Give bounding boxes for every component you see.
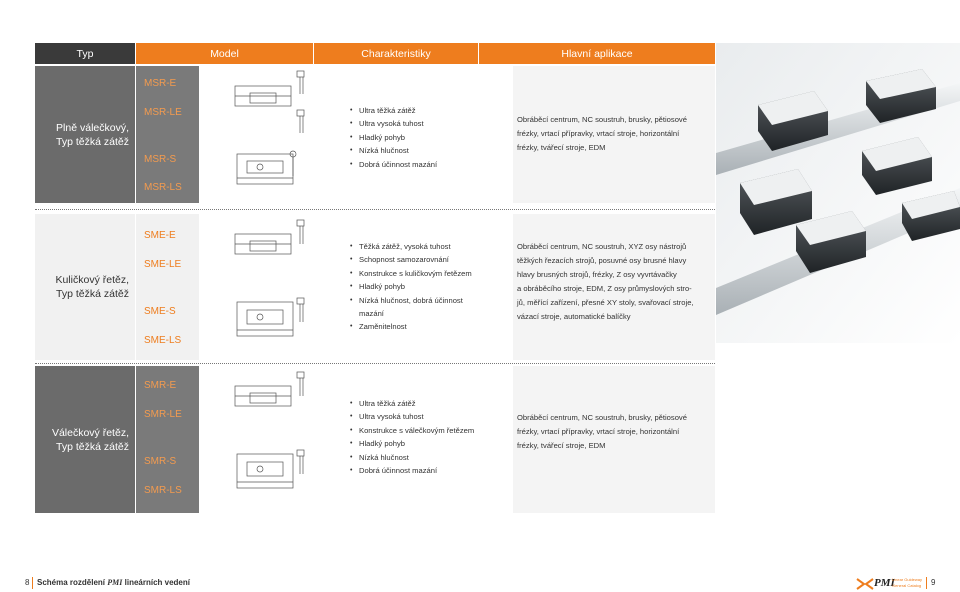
- pmi-logo-text: PMI: [874, 577, 895, 589]
- type-line: Kuličkový řetěz,: [55, 274, 129, 286]
- footer-title-suffix: lineárních vedení: [124, 578, 190, 587]
- characteristic-item: mazání: [359, 309, 384, 319]
- model-label: SME-E: [144, 230, 176, 241]
- header-characteristics: Charakteristiky: [314, 43, 478, 64]
- characteristic-item: • Dobrá účinnost mazání: [348, 158, 512, 171]
- type-cell: [35, 214, 135, 360]
- application-line: frézky, vrtací přípravky, vrtací stroje, horizontální: [517, 129, 680, 138]
- characteristics-list: [348, 240, 512, 334]
- footer-divider: [926, 577, 927, 589]
- application-line: vázací stroje, automatické balíčky: [517, 312, 631, 321]
- characteristics-list: [348, 104, 512, 171]
- characteristic-item: • Nízká hlučnost: [348, 144, 512, 157]
- characteristic-item: • Ultra těžká zátěž: [348, 104, 512, 117]
- footer-title-brand: PMI: [107, 578, 123, 587]
- type-line: Typ těžká zátěž: [56, 440, 129, 453]
- applications-cell: [513, 66, 715, 203]
- model-cell: [136, 66, 199, 203]
- characteristic-item: • Nízká hlučnost, dobrá účinnost: [348, 294, 512, 307]
- model-label: SME-LS: [144, 335, 182, 346]
- model-label: MSR-E: [144, 78, 177, 89]
- page-number-left: 8: [25, 578, 30, 587]
- characteristic-item: • Ultra vysoká tuhost: [348, 410, 512, 423]
- application-line: Obráběcí centrum, NC soustruh, brusky, pětiosové: [517, 413, 687, 422]
- drawing-cell: [200, 66, 348, 203]
- model-label: SME-S: [144, 306, 176, 317]
- application-line: těžkých řezacích strojů, posuvné osy brusné hlavy: [517, 256, 687, 265]
- characteristic-item: • Konstrukce s válečkovým řetězem: [348, 424, 512, 437]
- linear-guide-side-view-icon: [237, 454, 293, 488]
- application-line: hlavy brusných strojů, frézky, Z osy vyvrtávačky: [517, 270, 677, 279]
- characteristic-item: • Hladký pohyb: [348, 280, 512, 293]
- applications-cell: [513, 214, 715, 360]
- header-model: Model: [136, 43, 313, 64]
- characteristics-cell: [348, 66, 512, 203]
- applications-cell: [513, 366, 715, 513]
- header-applications: Hlavní aplikace: [479, 43, 715, 64]
- bolt-icon: [297, 372, 304, 474]
- model-label: SMR-LE: [144, 409, 182, 420]
- application-line: frézky, tvářecí stroje, EDM: [517, 143, 606, 152]
- footer-title-prefix: Schéma rozdělení: [37, 578, 106, 587]
- characteristics-cell: [348, 366, 512, 513]
- footer-title: [37, 578, 190, 587]
- application-line: frézky, vrtací přípravky, vrtací stroje, horizontální: [517, 427, 680, 436]
- characteristic-item: • Konstrukce s kuličkovým řetězem: [348, 267, 512, 280]
- model-cell: [136, 214, 199, 360]
- model-cell: [136, 366, 199, 513]
- linear-guide-front-view-icon: [235, 234, 291, 254]
- model-label: MSR-S: [144, 154, 177, 165]
- bolt-icon: [297, 220, 304, 322]
- model-label: SME-LE: [144, 259, 182, 270]
- characteristic-item: • Nízká hlučnost: [348, 451, 512, 464]
- pmi-logo-icon: [856, 577, 926, 591]
- characteristic-item: • Zaměnitelnost: [348, 320, 512, 333]
- section-smr: [35, 366, 715, 513]
- model-label: SMR-LS: [144, 485, 182, 496]
- drawing-cell: [200, 214, 348, 360]
- type-line: Plně válečkový,: [56, 121, 129, 134]
- model-label: SMR-E: [144, 380, 177, 391]
- page-number-right: 9: [931, 578, 936, 587]
- application-line: Obráběcí centrum, NC soustruh, brusky, pětiosové: [517, 115, 687, 124]
- linear-guide-front-view-icon: [235, 386, 291, 406]
- linear-guide-side-view-icon: [237, 154, 293, 184]
- header-type: Typ: [35, 43, 135, 64]
- model-label: MSR-LS: [144, 182, 182, 193]
- application-line: frézky, tvářecí stroje, EDM: [517, 441, 606, 450]
- characteristic-item: • Hladký pohyb: [348, 131, 512, 144]
- characteristic-item: • Ultra vysoká tuhost: [348, 117, 512, 130]
- application-line: Obráběcí centrum, NC soustruh, XYZ osy nástrojů: [517, 242, 687, 251]
- linear-guide-front-view-icon: [235, 86, 291, 106]
- section-msr: [35, 66, 715, 203]
- characteristic-item: • Ultra těžká zátěž: [348, 397, 512, 410]
- type-cell: [35, 66, 135, 203]
- characteristic-item: • Těžká zátěž, vysoká tuhost: [348, 240, 512, 253]
- model-label: MSR-LE: [144, 107, 182, 118]
- row-separator: [35, 209, 715, 210]
- characteristic-item: • Schopnost samozarovnání: [348, 253, 512, 266]
- footer-divider: [32, 577, 33, 589]
- drawing-cell: [200, 366, 348, 513]
- pmi-logo-sub2: General Catalog: [892, 583, 922, 588]
- application-line: jů, měřící zařízení, přesné XY stoly, svařovací stroje,: [517, 298, 694, 307]
- type-cell: [35, 366, 135, 513]
- characteristic-item: • Hladký pohyb: [348, 437, 512, 450]
- type-line: Typ těžká zátěž: [56, 135, 129, 148]
- pmi-logo-sub1: Linear Guideway: [892, 577, 923, 582]
- row-separator: [35, 363, 715, 364]
- characteristic-item: • Dobrá účinnost mazání: [348, 464, 512, 477]
- section-sme: [35, 214, 715, 360]
- characteristics-list: [348, 397, 512, 477]
- type-line: Válečkový řetěz,: [51, 426, 129, 439]
- linear-guide-product-photo: [716, 43, 960, 343]
- linear-guide-side-view-icon: [237, 302, 293, 336]
- application-line: a obráběcího stroje, EDM, Z osy průmyslových stro-: [517, 284, 692, 293]
- bolt-icon: [297, 71, 304, 133]
- characteristics-cell: [348, 214, 512, 360]
- type-line: Typ těžká zátěž: [56, 288, 129, 300]
- model-label: SMR-S: [144, 456, 177, 467]
